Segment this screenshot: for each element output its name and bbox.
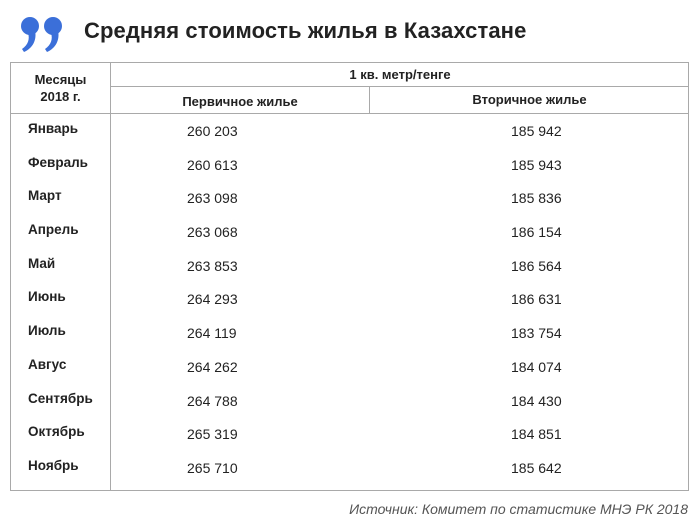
month-cell: Май [28, 255, 56, 271]
primary-price-cell: 264 119 [187, 325, 237, 342]
month-cell: Октябрь [28, 424, 85, 440]
table-row [11, 114, 688, 148]
month-cell: Ноябрь [28, 457, 79, 473]
header-unit: 1 кв. метр/тенге [349, 67, 451, 82]
table-row [11, 316, 688, 350]
header-secondary: Вторичное жилье [472, 92, 587, 107]
primary-price-cell: 263 068 [187, 224, 238, 241]
secondary-price-cell: 183 754 [511, 325, 562, 342]
table-row [11, 282, 688, 316]
table-row [11, 249, 688, 283]
price-table [10, 62, 689, 491]
primary-price-cell: 263 098 [187, 190, 238, 207]
secondary-price-cell: 185 943 [511, 156, 562, 173]
table-row [11, 384, 688, 418]
secondary-price-cell: 185 642 [511, 459, 562, 476]
primary-price-cell: 264 788 [187, 392, 238, 409]
primary-price-cell: 260 203 [187, 123, 238, 139]
month-cell: Авгус [28, 356, 67, 372]
header-month-line2: 2018 г. [40, 89, 81, 104]
primary-price-cell: 265 319 [187, 426, 238, 443]
month-cell: Сентябрь [28, 390, 93, 406]
header-month [11, 71, 110, 105]
header-divider [110, 86, 688, 87]
primary-price-cell: 265 710 [187, 459, 238, 476]
month-cell: Июль [28, 323, 66, 339]
primary-price-cell: 264 293 [187, 291, 238, 308]
secondary-price-cell: 186 631 [511, 291, 562, 308]
primary-price-cell: 260 613 [187, 156, 238, 173]
secondary-price-cell: 185 836 [511, 190, 562, 207]
secondary-price-cell: 184 851 [511, 426, 562, 443]
quote-icon [20, 14, 66, 56]
secondary-price-cell: 185 942 [511, 123, 562, 139]
secondary-price-cell: 186 154 [511, 224, 562, 241]
table-row [11, 181, 688, 215]
month-cell: Март [28, 188, 62, 204]
table-row [11, 215, 688, 249]
secondary-price-cell: 184 074 [511, 358, 562, 375]
source-note: Источник: Комитет по статистике МНЭ РК 2018 [349, 501, 688, 517]
table-row [11, 451, 688, 485]
header-primary: Первичное жилье [182, 94, 298, 109]
month-cell: Июнь [28, 289, 66, 305]
secondary-price-cell: 186 564 [511, 257, 562, 274]
table-row [11, 148, 688, 182]
month-cell: Апрель [28, 222, 79, 238]
primary-price-cell: 264 262 [187, 358, 238, 375]
primary-price-cell: 263 853 [187, 257, 238, 274]
table-body [11, 114, 688, 485]
secondary-price-cell: 184 430 [511, 392, 562, 409]
table-row [11, 350, 688, 384]
page-title: Средняя стоимость жилья в Казахстане [84, 18, 527, 43]
month-cell: Февраль [28, 154, 88, 170]
month-cell: Январь [28, 121, 79, 136]
header-month-line1: Месяцы [34, 72, 87, 87]
table-row [11, 417, 688, 451]
